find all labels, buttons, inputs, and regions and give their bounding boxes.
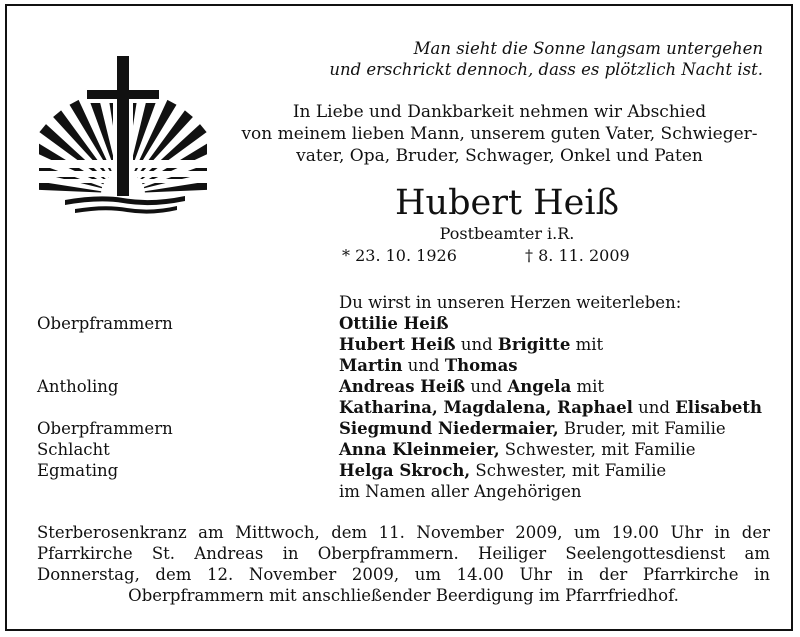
mourner-relation: Schwester, mit Familie <box>499 440 696 459</box>
mourner-name: Helga Skroch, <box>339 461 471 480</box>
mourners-list <box>37 292 797 502</box>
mourner-relation: und <box>465 377 508 396</box>
mourner-row <box>37 334 797 355</box>
mourner-name: Siegmund Niedermaier, <box>339 419 559 438</box>
mourner-name: Angela <box>507 377 572 396</box>
mourner-row <box>37 355 797 376</box>
mourners-heading-row <box>37 292 797 313</box>
farewell-line: In Liebe und Dankbarkeit nehmen wir Abschied <box>292 102 707 122</box>
birth-date: * 23. 10. 1926 <box>342 246 457 265</box>
mourner-place: Schlacht <box>37 440 110 459</box>
verse <box>329 38 763 80</box>
mourner-row <box>37 376 797 397</box>
mourner-name: Ottilie Heiß <box>339 314 449 333</box>
mourner-row <box>37 439 797 460</box>
mourner-name: Thomas <box>444 356 518 375</box>
mourner-name: Brigitte <box>497 335 571 354</box>
obituary-notice <box>5 4 793 631</box>
mourner-names <box>339 334 603 355</box>
mourner-names <box>339 439 696 460</box>
mourner-place: Antholing <box>37 377 119 396</box>
mourner-relation: Bruder, mit Familie <box>558 419 726 438</box>
service-details: Sterberosenkranz am Mittwoch, dem 11. November 2009, um 19.00 Uhr in der Pfarrkirche St. Andreas in Oberpframmern. Heiliger Seelengottesdienst am Donnerstag, dem 12. November 2009, um 14.00 Uhr in der Pfarrkirche in Oberpframmern mit anschließender Beerdigung im Pfarrfriedhof. <box>37 523 770 605</box>
mourner-row <box>37 481 797 502</box>
deceased-name: Hubert Heiß <box>395 183 619 223</box>
mourner-row <box>37 313 797 334</box>
mourner-names <box>339 313 449 334</box>
mourner-name: Katharina, Magdalena, Raphael <box>339 398 633 417</box>
mourner-place: Egmating <box>37 461 119 480</box>
mourner-names <box>339 397 762 418</box>
verse-line: und erschrickt dennoch, dass es plötzlich Nacht ist. <box>329 60 763 79</box>
deceased-profession: Postbeamter i.R. <box>439 224 575 243</box>
mourner-relation: im Namen aller Angehörigen <box>339 482 582 501</box>
mourner-names <box>339 460 666 481</box>
mourner-relation: und <box>402 356 445 375</box>
mourner-name: Elisabeth <box>675 398 762 417</box>
mourner-names <box>339 418 726 439</box>
farewell-text <box>212 101 787 167</box>
mourner-relation: mit <box>571 377 605 396</box>
mourner-row <box>37 397 797 418</box>
mourner-name: Martin <box>339 356 403 375</box>
mourner-names <box>339 355 518 376</box>
mourner-names <box>339 376 604 397</box>
cross-with-rising-sun-icon <box>39 48 207 218</box>
mourner-place: Oberpframmern <box>37 419 173 438</box>
mourners-heading: Du wirst in unseren Herzen weiterleben: <box>339 293 682 312</box>
mourner-name: Anna Kleinmeier, <box>339 440 500 459</box>
mourner-row <box>37 418 797 439</box>
mourner-relation: mit <box>570 335 604 354</box>
farewell-line: von meinem lieben Mann, unserem guten Vater, Schwieger- <box>241 124 758 144</box>
mourner-name: Hubert Heiß <box>339 335 456 354</box>
mourner-rows <box>37 313 797 502</box>
farewell-line: vater, Opa, Bruder, Schwager, Onkel und Paten <box>296 146 703 166</box>
mourner-place: Oberpframmern <box>37 314 173 333</box>
mourner-names <box>339 481 582 502</box>
mourner-relation: und <box>455 335 498 354</box>
mourner-relation: und <box>632 398 676 417</box>
death-date: † 8. 11. 2009 <box>525 246 630 265</box>
mourner-name: Andreas Heiß <box>339 377 466 396</box>
mourner-relation: Schwester, mit Familie <box>470 461 667 480</box>
verse-line: Man sieht die Sonne langsam untergehen <box>413 39 763 58</box>
mourner-row <box>37 460 797 481</box>
